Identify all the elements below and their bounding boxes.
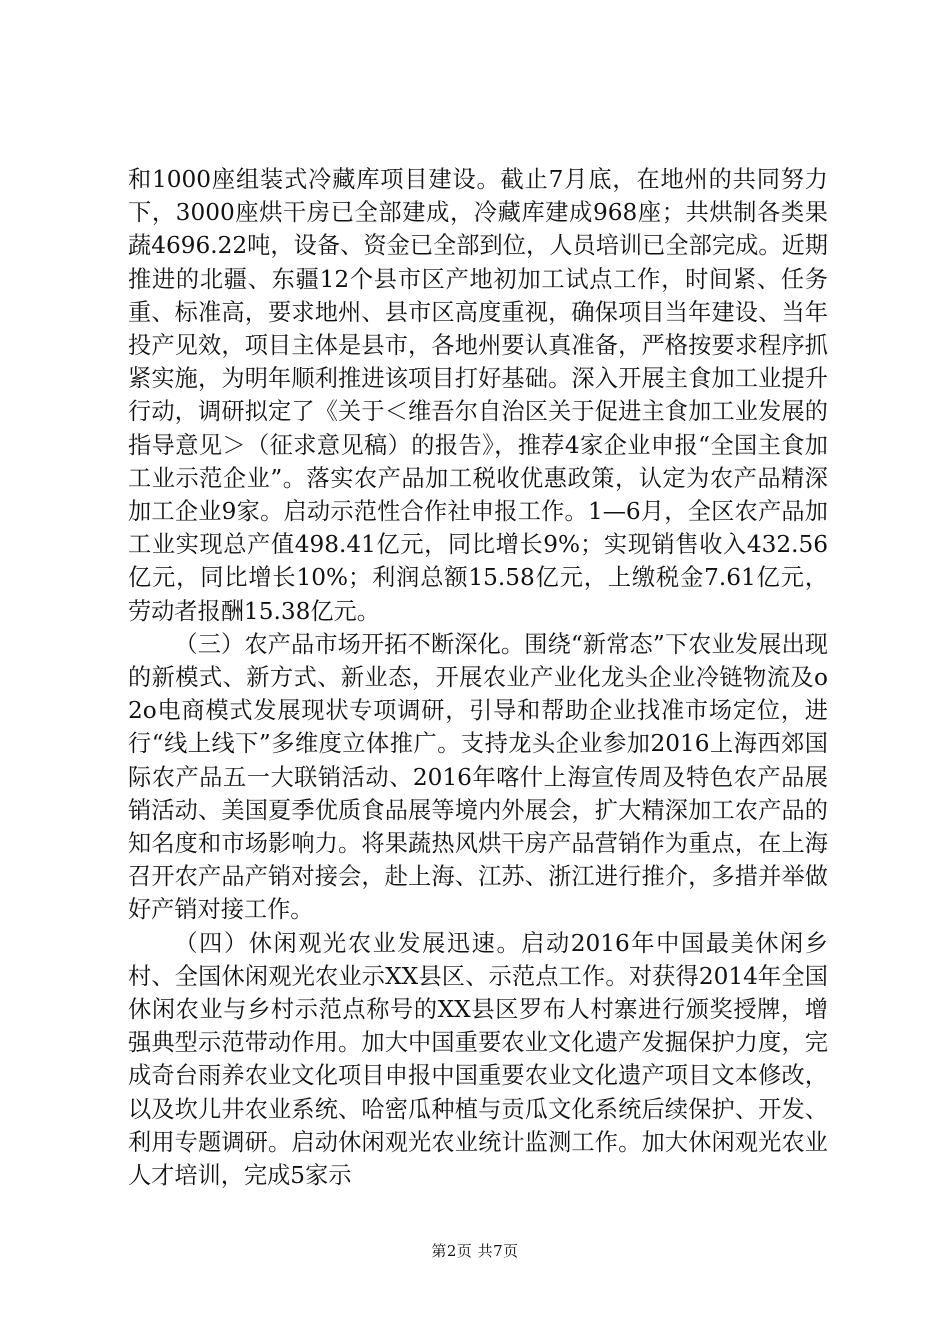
document-body: [128, 163, 828, 1192]
paragraph-3: （四）休闲观光农业发展迅速。启动2016年中国最美休闲乡村、全国休闲观光农业示XX县区、示范点工作。对获得2014年全国休闲农业与乡村示范点称号的XX县区罗布人村寨进行颁奖授牌，增强典型示范带动作用。加大中国重要农业文化遗产发掘保护力度，完成奇台雨养农业文化项目申报中国重要农业文化遗产项目文本修改，以及坎儿井农业系统、哈密瓜种植与贡瓜文化系统后续保护、开发、利用专题调研。启动休闲观光农业统计监测工作。加大休闲观光农业人才培训，完成5家示: [128, 929, 828, 1190]
paragraph-1: 和1000座组装式冷藏库项目建设。截止7月底，在地州的共同努力下，3000座烘干房已全部建成，冷藏库建成968座；共烘制各类果蔬4696.22吨，设备、资金已全部到位，人员培训已全部完成。近期推进的北疆、东疆12个县市区产地初加工试点工作，时间紧、任务重、标准高，要求地州、县市区高度重视，确保项目当年建设、当年投产见效，项目主体是县市，各地州要认真准备，严格按要求程序抓紧实施，为明年顺利推进该项目打好基础。深入开展主食加工业提升行动，调研拟定了《关于＜维吾尔自治区关于促进主食加工业发展的指导意见＞（征求意见稿）的报告》，推荐4家企业申报“全国主食加工业示范企业”。落实农产品加工税收优惠政策，认定为农产品精深加工企业9家。启动示范性合作社申报工作。1—6月，全区农产品加工业实现总产值498.41亿元，同比增长9%；实现销售收入432.56亿元，同比增长10%；利润总额15.58亿元，上缴税金7.61亿元，劳动者报酬15.38亿元。: [128, 166, 828, 625]
page-number: 第2页 共7页: [431, 1242, 519, 1260]
paragraph-2: （三）农产品市场开拓不断深化。围绕“新常态”下农业发展出现的新模式、新方式、新业态，开展农业产业化龙头企业冷链物流及o2o电商模式发展现状专项调研，引导和帮助企业找准市场定位，进行“线上线下”多维度立体推广。支持龙头企业参加2016上海西郊国际农产品五一大联销活动、2016年喀什上海宣传周及特色农产品展销活动、美国夏季优质食品展等境内外展会，扩大精深加工农产品的知名度和市场影响力。将果蔬热风烘干房产品营销作为重点，在上海召开农产品产销对接会，赴上海、江苏、浙江进行推介，多措并举做好产销对接工作。: [128, 630, 828, 924]
